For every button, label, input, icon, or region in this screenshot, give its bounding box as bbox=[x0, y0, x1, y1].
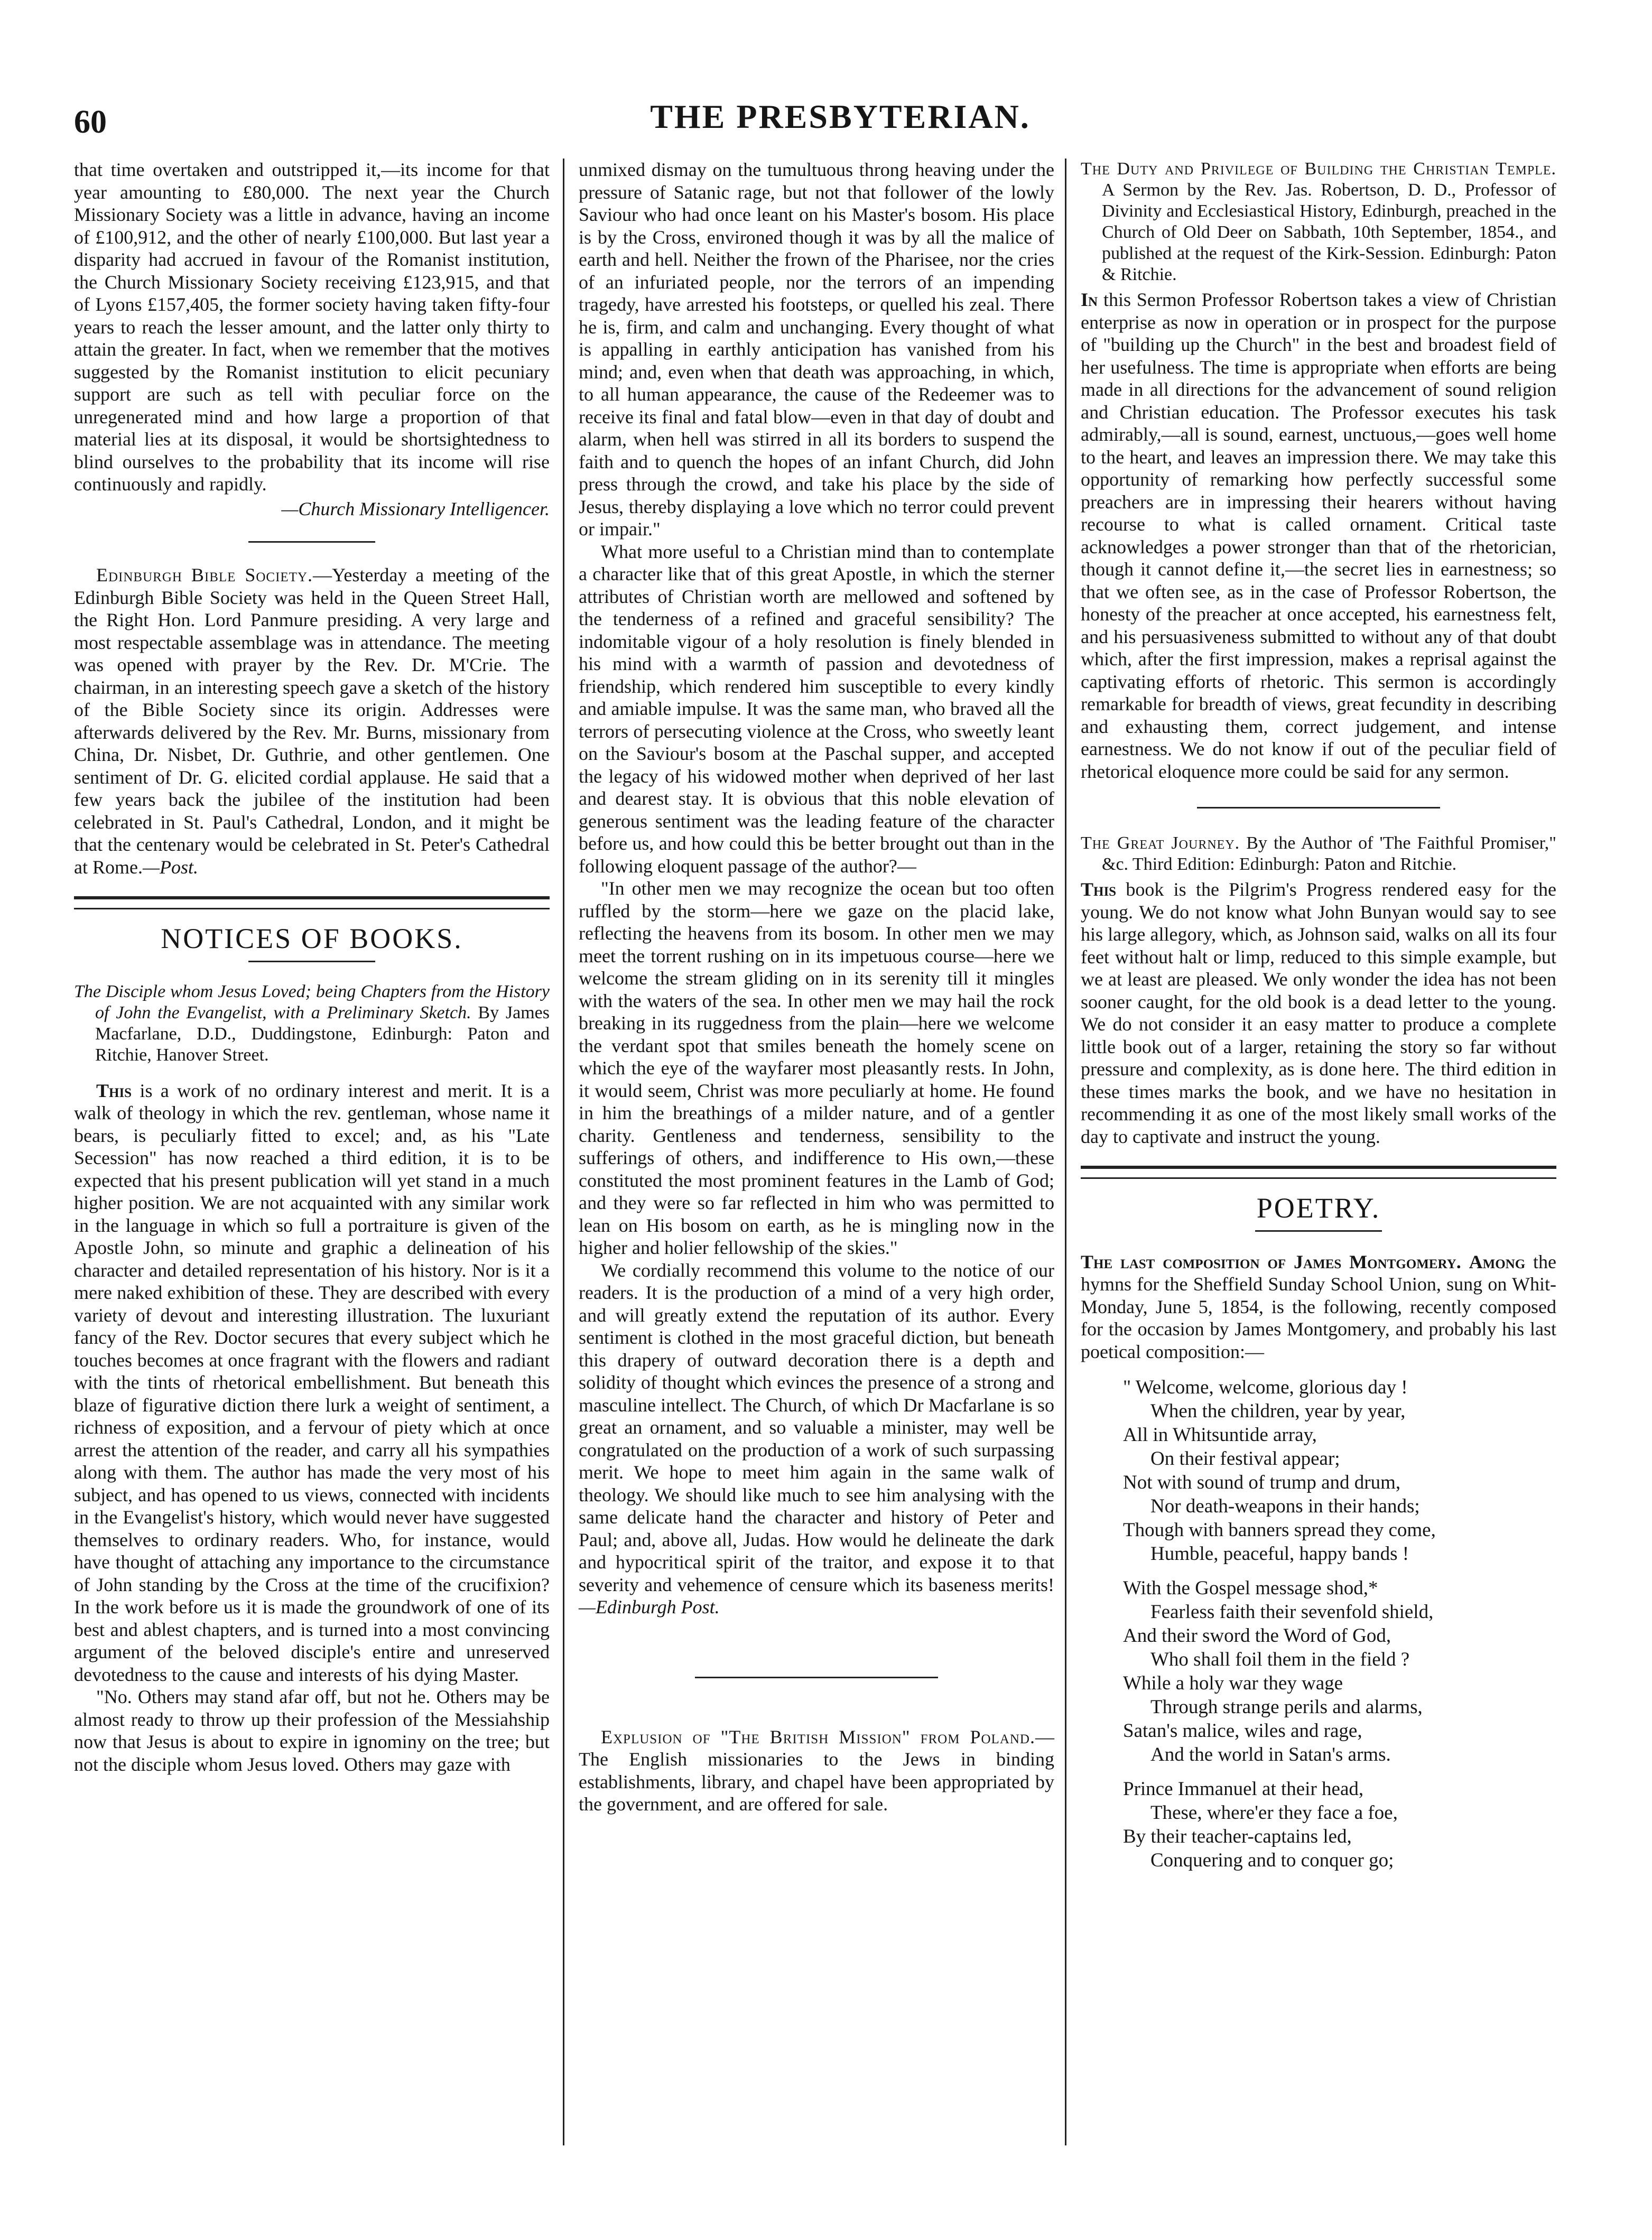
poem-stanza bbox=[1123, 1375, 1556, 1566]
poem-line: And their sword the Word of God, bbox=[1123, 1625, 1391, 1647]
book-title-text: The Disciple whom Jesus Loved; being Chapters from the History of John the Evangelist, with a Preliminary Sketch. bbox=[74, 981, 550, 1023]
book-title bbox=[1081, 833, 1556, 875]
column-left bbox=[74, 159, 550, 2145]
article-citation: —Post. bbox=[142, 856, 198, 878]
review-paragraph bbox=[1081, 878, 1556, 1148]
poem-line: Conquering and to conquer go; bbox=[1150, 1849, 1394, 1871]
review-text: this Sermon Professor Robertson takes a view of Christian enterprise as now in operation or in prospect for the purpose of "building up the Church" in the best and broadest field of her usefulness. The time is appropriate when efforts are being made in all directions for the advancement of sound religion and Christian education. The Professor executes his task admirably,—all is sound, earnest, unctuous,—goes well home to the heart, and leaves an impression there. We may take this opportunity of remarking how perfectly successful some preachers are in impressing their hearers without having recourse to what is called ornament. Critical taste acknowledges a power stronger than that of the rhetorician, though it cannot define it,—the secret lies in earnestness; so that we often see, as in the case of Professor Robertson, the honesty of the preacher at once accepted, his earnestness felt, and his persuasiveness submitted to without any of that doubt which, after the first impression, makes a reprisal against the captivating efforts of rhetoric. This sermon is accordingly remarkable for breadth of views, great fecundity in describing and exhausting them, correct judgement, and intense earnestness. We do not know if out of the peculiar field of rhetorical eloquence more could be said for any sermon. bbox=[1081, 289, 1557, 782]
review-text: We cordially recommend this volume to the notice of our readers. It is the production of a mind of a very high order, and will greatly extend the reputation of its author. Every sentiment is clothed in the most graceful diction, but beneath this drapery of outward decoration there is a depth and solidity of thought which evinces the presence of a strong and masculine intellect. The Church, of which Dr Macfarlane is so great an ornament, and so valuable a minister, may well be congratulated on the production of a work of such surpassing merit. We hope to meet him again in the same walk of theology. We should like much to see him analysing with the same delicate hand the character and history of Peter and Paul; and, above all, Judas. How would he delineate the dark and hypocritical spirit of the traitor, and expose it to that severity and vehemence of censure which its baseness merits! bbox=[579, 1259, 1054, 1595]
poem-line: By their teacher-captains led, bbox=[1123, 1826, 1352, 1847]
poem-line: With the Gospel message shod,* bbox=[1123, 1577, 1378, 1599]
divider bbox=[695, 1677, 938, 1678]
poem-line: While a holy war they wage bbox=[1123, 1672, 1343, 1694]
page-number: 60 bbox=[74, 104, 107, 140]
lead-word: This bbox=[1081, 879, 1117, 900]
review-quote: "No. Others may stand afar off, but not he. Others may be almost ready to throw up their profession of the Messiahship now that Jesus is about to expire in ignominy on the tree; but not the disciple whom Jesus loved. Others may gaze with bbox=[74, 1686, 550, 1775]
divider bbox=[1255, 1230, 1382, 1232]
article-heading: Explusion of "The British Mission" from Poland. bbox=[601, 1726, 1035, 1748]
review-quote: "In other men we may recognize the ocean but too often ruffled by the storm—here we gaze on the placid lake, reflecting the heavens from its bosom. In other men we may meet the torrent rushing on in its impetuous course—here we welcome the stream gliding on in its serenity till it mingles with the waters of the sea. In other men we may hail the rock breaking in its ruggedness from the plain—here we welcome the verdant spot that smiles beneath the homely scene on which the eye of the wayfarer most pleasantly rests. In John, it would seem, Christ was more peculiarly at home. He found in him the breathings of a milder nature, and of a gentler charity. Gentleness and tenderness, sensibility to the sufferings of others, and indifference to His own,—these constituted the most prominent features in the Lamb of God; and they were so far reflected in him who was permitted to lean on His bosom on earth, as he is mingling now in the higher and holier fellowship of the skies." bbox=[579, 878, 1054, 1258]
poem-line: Though with banners spread they come, bbox=[1123, 1519, 1436, 1541]
divider bbox=[248, 541, 375, 543]
lead-word: Among bbox=[1469, 1251, 1526, 1272]
section-divider bbox=[1081, 1166, 1556, 1179]
review-paragraph bbox=[1081, 289, 1556, 783]
poem-line: When the children, year by year, bbox=[1150, 1400, 1406, 1422]
book-title bbox=[74, 981, 550, 1066]
divider bbox=[1197, 807, 1440, 808]
poem-title: The last composition of James Montgomery. bbox=[1081, 1251, 1461, 1272]
article-paragraph bbox=[579, 1726, 1054, 1816]
poem-line: " Welcome, welcome, glorious day ! bbox=[1123, 1377, 1408, 1398]
review-text: is a work of no ordinary interest and merit. It is a walk of theology in which the rev. gentleman, whose name it bears, is peculiarly fitted to excel; and, as his "Late Secession" has now reached a third edition, it is to be expected that his present publication will yet stand in a much higher position. We are not acquainted with any similar work in the language in which so full a portraiture is given of the Apostle John, so minute and graphic a delineation of his character and detailed representation of his history. Nor is it a mere naked exhibition of these. They are described with every variety of devout and interesting illustration. The luxuriant fancy of the Rev. Doctor secures that every subject which he touches becomes at once fragrant with the flowers and radiant with the tints of rhetorical embellishment. But beneath this blaze of figurative diction there lurk a weight of sentiment, a richness of exposition, and a fervour of piety which at once arrest the attention of the reader, and carry all his sympathies along with them. The author has made the very most of his subject, and has opened to us views, connected with incidents in the Evangelist's history, which would never have suggested themselves to ordinary readers. Who, for instance, would have thought of attaching any importance to the circumstance of John standing by the Cross at the time of the crucifixion? In the work before us it is made the groundwork of one of its best and ablest chapters, and is turned into a most convincing argument of the beloved disciple's entire and unreserved devotedness to the cause and interests of his dying Master. bbox=[74, 1080, 550, 1685]
poem-stanza bbox=[1123, 1576, 1556, 1767]
article-paragraph bbox=[74, 564, 550, 878]
column-right bbox=[1081, 159, 1556, 2145]
review-paragraph bbox=[579, 1259, 1054, 1619]
poem-line: These, where'er they face a foe, bbox=[1150, 1802, 1398, 1824]
poem bbox=[1081, 1375, 1556, 1872]
section-divider bbox=[74, 896, 550, 909]
poem-line: Not with sound of trump and drum, bbox=[1123, 1472, 1401, 1493]
lead-word: This bbox=[96, 1080, 132, 1101]
book-title bbox=[1081, 159, 1556, 285]
review-paragraph bbox=[74, 1080, 550, 1686]
poem-stanza bbox=[1123, 1777, 1556, 1872]
divider bbox=[248, 961, 375, 962]
column-divider bbox=[1065, 159, 1066, 2145]
review-paragraph: What more useful to a Christian mind than to contemplate a character like that of this great Apostle, in which the sterner attributes of Christian worth are mellowed and softened by the tenderness of a refined and graceful sensibility? The indomitable vigour of a holy resolution is finely blended in his mind with a warmth of passion and devotedness of friendship, which rendered him susceptible to every kindly and amiable impulse. It was the same man, who braved all the terrors of persecuting violence at the Cross, who sweetly leant on the Saviour's bosom at the Paschal supper, and accepted the legacy of his widowed mother when deprived of her last and dearest stay. It is obvious that this noble elevation of generous sentiment was the leading feature of the character before us, and how could this be better brought out than in the following eloquent passage of the author?— bbox=[579, 541, 1054, 877]
poem-line: Through strange perils and alarms, bbox=[1150, 1696, 1423, 1718]
poem-intro bbox=[1081, 1251, 1556, 1363]
poem-line: Prince Immanuel at their head, bbox=[1123, 1778, 1364, 1800]
running-title: THE PRESBYTERIAN. bbox=[650, 98, 1031, 135]
book-meta: By James Macfarlane, D.D., Duddingstone, Edinburgh: Paton and Ritchie, Hanover Street. bbox=[95, 1002, 550, 1065]
section-heading: POETRY. bbox=[1256, 1192, 1381, 1224]
poem-line: And the world in Satan's arms. bbox=[1150, 1744, 1391, 1765]
poem-line: All in Whitsuntide array, bbox=[1123, 1424, 1317, 1446]
article-body: —Yesterday a meeting of the Edinburgh Bible Society was held in the Queen Street Hall, the Right Hon. Lord Panmure presiding. A very large and most respectable assemblage was in attendance. The meeting was opened with prayer by the Rev. Dr. M'Crie. The chairman, in an interesting speech gave a sketch of the history of the Bible Society since its origin. Addresses were afterwards delivered by the Rev. Mr. Burns, missionary from China, Dr. Nisbet, Dr. Guthrie, and other gentlemen. One sentiment of Dr. G. elicited cordial applause. He said that a few years back the jubilee of the institution had been celebrated in St. Paul's Cathedral, London, and it might be that the centenary would be celebrated in St. Peter's Cathedral at Rome. bbox=[74, 564, 550, 878]
poem-line: Who shall foil them in the field ? bbox=[1150, 1649, 1410, 1670]
poem-line: Fearless faith their sevenfold shield, bbox=[1150, 1601, 1434, 1623]
poem-intro-text: the hymns for the Sheffield Sunday School Union, sung on Whit-Monday, June 5, 1854, is the following, recently composed for the occasion by James Montgomery, and probably his last poetical composition:— bbox=[1081, 1251, 1557, 1362]
section-heading: NOTICES OF BOOKS. bbox=[161, 923, 463, 954]
review-quote: unmixed dismay on the tumultuous throng heaving under the pressure of Satanic rage, but not that follower of the lowly Saviour who had once leant on his Master's bosom. His place is by the Cross, environed though it was by all the malice of earth and hell. Neither the frown of the Pharisee, nor the cries of an infuriated people, nor the terrors of an impending tragedy, have arrested his footsteps, or quelled his zeal. There he is, firm, and calm and unchanging. Every thought of what is appalling in earthly anticipation has vanished from his mind; and, even when that death was approaching, in which, to all human appearance, the cause of the Redeemer was to receive its final and fatal blow—even in that day of doubt and alarm, when hell was stirred in all its borders to suspend the faith and to quench the hopes of an infant Church, did John press through the crowd, and take his place by the side of Jesus, thereby displaying a love which no terror could prevent or impair." bbox=[579, 159, 1054, 540]
lead-word: In bbox=[1081, 289, 1098, 310]
book-meta: A Sermon by the Rev. Jas. Robertson, D. D., Professor of Divinity and Ecclesiastical History, Edinburgh, preached in the Church of Old Deer on Sabbath, 10th September, 1854., and published at the request of the Kirk-Session. Edinburgh: Paton & Ritchie. bbox=[1102, 180, 1556, 284]
column-middle bbox=[579, 159, 1054, 2145]
poem-line: Satan's malice, wiles and rage, bbox=[1123, 1720, 1362, 1742]
article-citation: —Edinburgh Post. bbox=[579, 1596, 720, 1618]
book-meta: By the Author of 'The Faithful Promiser," &c. Third Edition: Edinburgh: Paton and Ritchie. bbox=[1102, 833, 1557, 874]
book-title-text: The Duty and Privilege of Building the Christian Temple. bbox=[1081, 159, 1556, 179]
poem-line: Humble, peaceful, happy bands ! bbox=[1150, 1543, 1409, 1565]
page-header bbox=[74, 90, 1607, 153]
article-citation: —Church Missionary Intelligencer. bbox=[281, 498, 550, 519]
column-divider bbox=[563, 159, 564, 2145]
poem-line: On their festival appear; bbox=[1150, 1448, 1340, 1470]
review-text: book is the Pilgrim's Progress rendered easy for the young. We do not know what John Bunyan would say to see his large allegory, which, as Johnson said, walks on all its four feet without halt or limp, reduced to this simple example, but we at least are pleased. We only wonder the idea has not been sooner caught, for the old book is a dead letter to the young. We do not consider it an easy matter to produce a complete little book out of a larger, retaining the story so far without pressure and complexity, as is done here. The third edition in these times marks the book, and we have no hesitation in recommending it as one of the most likely small works of the day to captivate and instruct the young. bbox=[1081, 879, 1557, 1147]
article-paragraph: that time overtaken and outstripped it,—its income for that year amounting to £80,000. The next year the Church Missionary Society was a little in advance, having an income of £100,912, and the other of nearly £100,000. But last year a disparity had accrued in favour of the Romanist institution, the Church Missionary Society receiving £123,915, and that of Lyons £157,405, the former society having taken fifty-four years to reach the lesser amount, and the latter only thirty to attain the greater. In fact, when we remember that the motives suggested by the Romanist institution to elicit pecuniary support are such as tell with peculiar force on the unregenerated mind and how large a proportion of that material lies at its disposal, it would be shortsightedness to blind ourselves to the probability that its income will rise continuously and rapidly. bbox=[74, 159, 550, 495]
article-heading: Edinburgh Bible Society. bbox=[96, 564, 313, 585]
poem-line: Nor death-weapons in their hands; bbox=[1150, 1495, 1420, 1517]
article-body: —The English missionaries to the Jews in binding establishments, library, and chapel have been appropriated by the government, and are offered for sale. bbox=[579, 1726, 1054, 1815]
book-title-text: The Great Journey. bbox=[1081, 833, 1240, 853]
